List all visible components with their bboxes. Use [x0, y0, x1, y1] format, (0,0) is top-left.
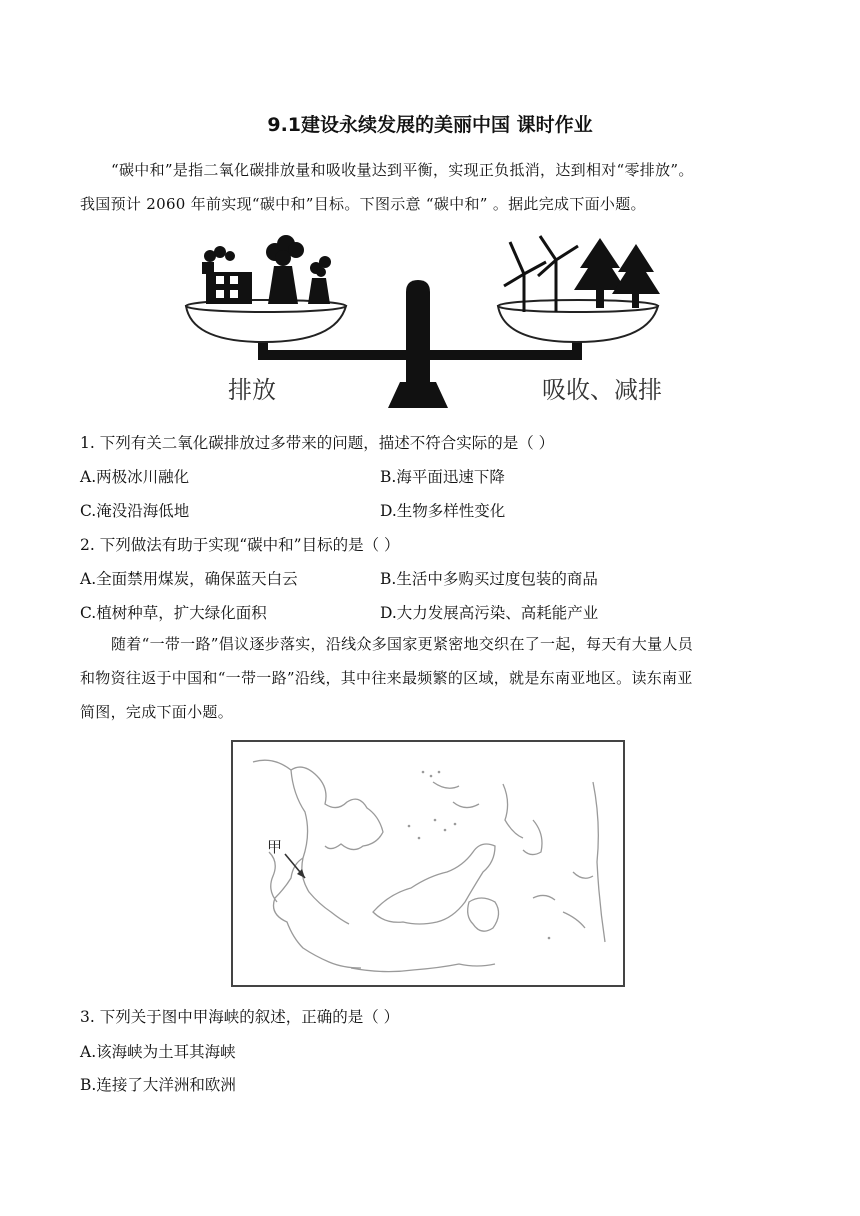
question-2-option-d: D.大力发展高污染、高耗能产业 — [380, 604, 599, 622]
intro-1-line-2: 我国预计 2060 年前实现“碳中和”目标。下图示意 “碳中和” 。据此完成下面小题。 — [80, 195, 646, 213]
intro-1-line-1: “碳中和”是指二氧化碳排放量和吸收量达到平衡，实现正负抵消，达到相对“零排放”。 — [111, 161, 694, 179]
absorption-label: 吸收、减排 — [542, 376, 662, 404]
scale-base — [388, 382, 448, 408]
question-1-option-a: A.两极冰川融化 — [80, 468, 190, 486]
intro-paragraph-2 — [80, 627, 780, 729]
strait-marker-label: 甲 — [267, 838, 283, 856]
question-3-option-a: A.该海峡为土耳其海峡 — [80, 1043, 236, 1061]
question-2-option-a: A.全面禁用煤炭，确保蓝天白云 — [80, 570, 298, 588]
tree-icon — [574, 238, 660, 308]
page-title: 9.1建设永续发展的美丽中国 课时作业 — [267, 114, 593, 136]
question-1-option-d: D.生物多样性变化 — [380, 502, 506, 520]
question-2-option-b: B.生活中多购买过度包装的商品 — [380, 570, 598, 588]
question-3-stem: 3. 下列关于图中甲海峡的叙述，正确的是（ ） — [80, 1008, 400, 1026]
map-outline — [233, 742, 623, 985]
intro-2-line-3: 简图，完成下面小题。 — [80, 703, 234, 721]
question-2-option-c: C.植树种草，扩大绿化面积 — [80, 604, 267, 622]
factory-icon — [202, 235, 331, 304]
question-1-stem: 1. 下列有关二氧化碳排放过多带来的问题，描述不符合实际的是（ ） — [80, 434, 555, 452]
intro-2-line-1: 随着“一带一路”倡议逐步落实，沿线众多国家更紧密地交织在了一起，每天有大量人员 — [111, 635, 694, 653]
intro-paragraph-1 — [80, 153, 780, 221]
scale-pillar — [406, 280, 430, 382]
scale-beam — [258, 350, 580, 360]
carbon-neutral-balance-figure — [180, 232, 680, 412]
question-2-stem: 2. 下列做法有助于实现“碳中和”目标的是（ ） — [80, 536, 400, 554]
question-1-option-b: B.海平面迅速下降 — [380, 468, 505, 486]
intro-2-line-2: 和物资往返于中国和“一带一路”沿线，其中往来最频繁的区域，就是东南亚地区。读东南亚 — [80, 669, 693, 687]
emission-label: 排放 — [228, 376, 276, 404]
question-1-option-c: C.淹没沿海低地 — [80, 502, 190, 520]
question-3-option-b: B.连接了大洋洲和欧洲 — [80, 1076, 236, 1094]
southeast-asia-map — [231, 740, 625, 987]
